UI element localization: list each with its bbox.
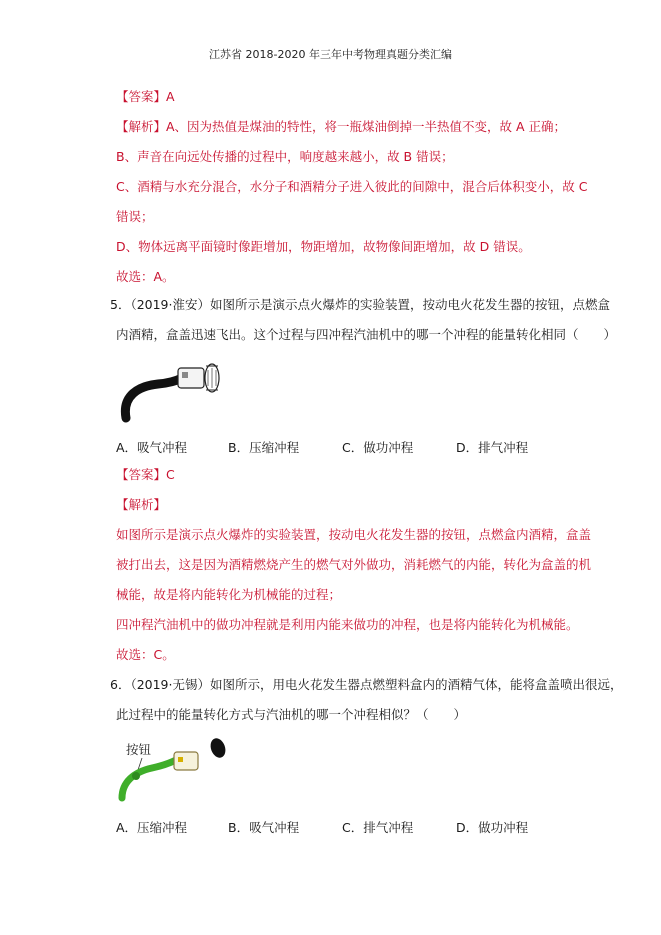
- q6-figure: [114, 732, 244, 806]
- q4-analysis-line-3: C、酒精与水充分混合，水分子和酒精分子进入彼此的间隙中，混合后体积变小，故 C: [116, 179, 588, 194]
- q6-option-b: B．吸气冲程: [228, 820, 300, 835]
- q4-analysis-line-4: 错误；: [116, 209, 154, 224]
- igniter: [122, 760, 176, 798]
- q5-answer: 【答案】C: [116, 467, 175, 482]
- flying-lid: [208, 736, 228, 760]
- q5-option-b: B．压缩冲程: [228, 440, 300, 455]
- q5-figure: [118, 356, 238, 428]
- q5-conclusion: 故选：C。: [116, 647, 175, 662]
- igniter-hose: [125, 378, 182, 418]
- q5-analysis-line-1: 如图所示是演示点火爆炸的实验装置，按动电火花发生器的按钮，点燃盒内酒精，盒盖: [116, 527, 592, 542]
- q4-analysis-line-1: 【解析】A、因为热值是煤油的特性，将一瓶煤油倒掉一半热值不变，故 A 正确；: [116, 119, 567, 134]
- q6-option-d: D．做功冲程: [456, 820, 529, 835]
- igniter-button: [132, 772, 140, 780]
- q6-stem-line-2: 此过程中的能量转化方式与汽油机的哪一个冲程相似？（ ）: [116, 707, 467, 722]
- q5-analysis-label: 【解析】: [116, 497, 167, 512]
- q6-stem-line-1: 6．（2019·无锡）如图所示，用电火花发生器点燃塑料盒内的酒精气体，能将盒盖喷出很远，: [110, 677, 623, 692]
- q4-answer: 【答案】A: [116, 89, 175, 104]
- q5-option-c: C．做功冲程: [342, 440, 414, 455]
- q5-option-a: A．吸气冲程: [116, 440, 188, 455]
- page-header: 江苏省 2018-2020 年三年中考物理真题分类汇编: [209, 48, 452, 61]
- q5-stem-line-1: 5．（2019·淮安）如图所示是演示点火爆炸的实验装置，按动电火花发生器的按钮，点燃盒: [110, 297, 610, 312]
- q5-stem-line-2: 内酒精，盒盖迅速飞出。这个过程与四冲程汽油机中的哪一个冲程的能量转化相同（ ）: [116, 327, 617, 342]
- q6-option-a: A．压缩冲程: [116, 820, 188, 835]
- plastic-box: [178, 368, 204, 388]
- q5-analysis-line-4: 四冲程汽油机中的做功冲程就是利用内能来做功的冲程，也是将内能转化为机械能。: [116, 617, 579, 632]
- q6-figure-label: 按钮: [126, 742, 152, 757]
- q4-conclusion: 故选：A。: [116, 269, 175, 284]
- q4-analysis-line-5: D、物体远离平面镜时像距增加，物距增加，故物像间距增加，故 D 错误。: [116, 239, 531, 254]
- q5-option-d: D．排气冲程: [456, 440, 529, 455]
- spark-plug: [178, 757, 183, 762]
- q5-analysis-line-2: 被打出去，这是因为酒精燃烧产生的燃气对外做功，消耗燃气的内能，转化为盒盖的机: [116, 557, 592, 572]
- spark-plug: [182, 372, 188, 378]
- q4-analysis-line-2: B、声音在向远处传播的过程中，响度越来越小，故 B 错误；: [116, 149, 454, 164]
- q6-option-c: C．排气冲程: [342, 820, 414, 835]
- plastic-box: [174, 752, 198, 770]
- q5-analysis-line-3: 械能，故是将内能转化为机械能的过程；: [116, 587, 342, 602]
